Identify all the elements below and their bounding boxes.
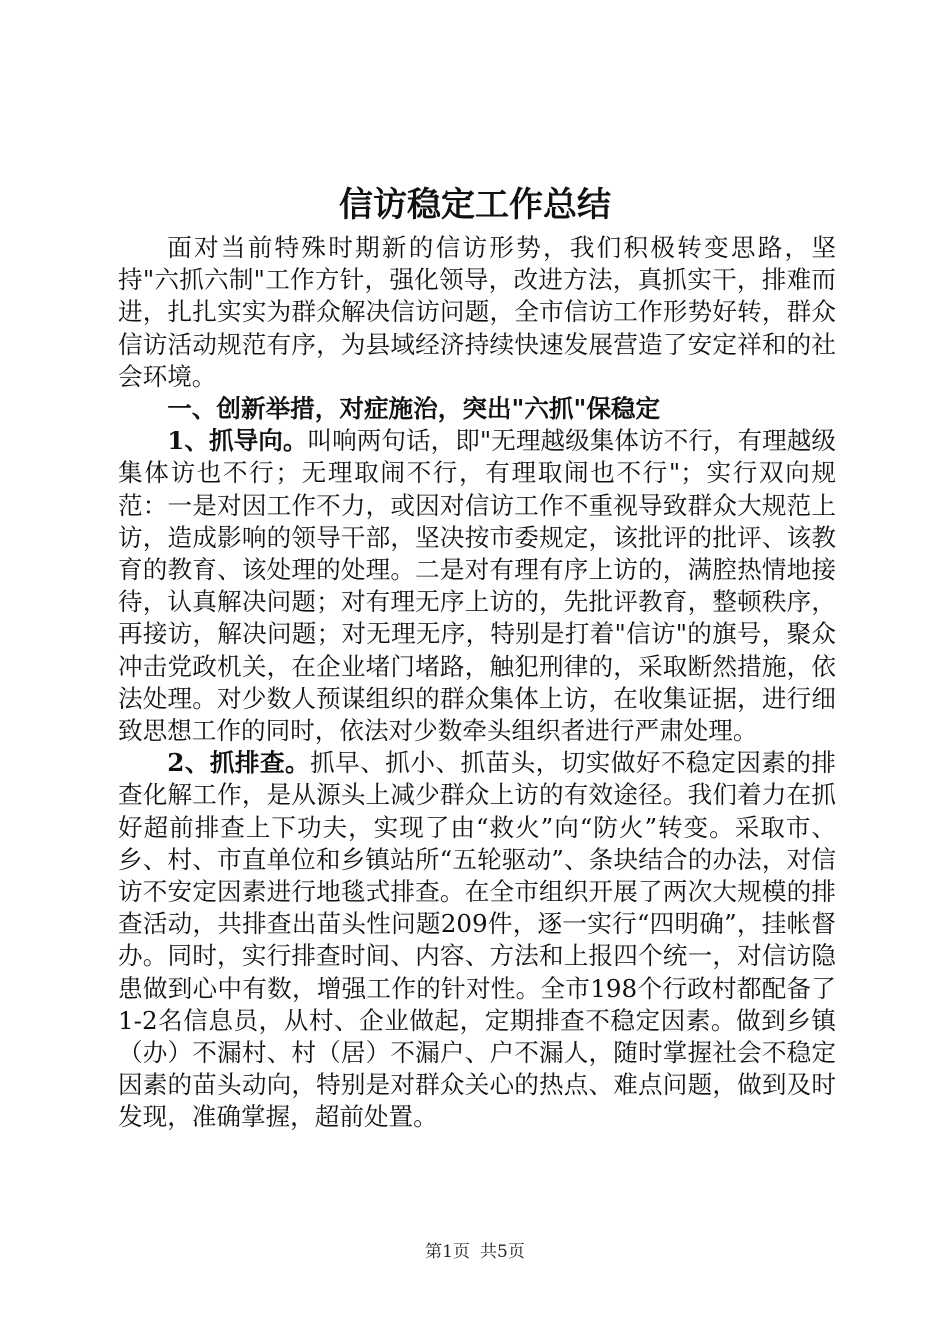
document-body	[118, 232, 836, 1134]
intro-paragraph: 面对当前特殊时期新的信访形势，我们积极转变思路，坚持"六抓六制"工作方针，强化领导，改进方法，真抓实干，排难而进，扎扎实实为群众解决信访问题，全市信访工作形势好转，群众信访活动规范有序，为县域经济持续快速发展营造了安定祥和的社会环境。	[118, 233, 836, 391]
item-lead-1: 1、抓导向。	[167, 426, 308, 456]
item-paragraph-2	[118, 747, 836, 1133]
item-paragraph-1	[118, 425, 836, 747]
item-text-2: 抓早、抓小、抓苗头，切实做好不稳定因素的排查化解工作，是从源头上减少群众上访的有效途径。我们着力在抓好超前排查上下功夫，实现了由“救火”向“防火”转变。采取市、乡、村、市直单位和乡镇站所“五轮驱动”、条块结合的办法，对信访不安定因素进行地毯式排查。在全市组织开展了两次大规模的排查活动，共排查出苗头性问题209件，逐一实行“四明确”，挂帐督办。同时，实行排查时间、内容、方法和上报四个统一，对信访隐患做到心中有数，增强工作的针对性。全市198个行政村都配备了1-2名信息员，从村、企业做起，定期排查不稳定因素。做到乡镇（办）不漏村、村（居）不漏户、户不漏人，随时掌握社会不稳定因素的苗头动向，特别是对群众关心的热点、难点问题，做到及时发现，准确掌握，超前处置。	[118, 748, 836, 1132]
page-number: 第1页	[425, 1242, 470, 1262]
section-heading: 一、创新举措，对症施治，突出"六抓"保稳定	[167, 394, 661, 424]
item-lead-2: 2、抓排查。	[167, 748, 311, 778]
page-total: 共5页	[480, 1242, 525, 1262]
item-text-1: 叫响两句话，即"无理越级集体访不行，有理越级集体访也不行；无理取闹不行，有理取闹也不行"；实行双向规范：一是对因工作不力，或因对信访工作不重视导致群众大规范上访，造成影响的领导干部，坚决按市委规定，该批评的批评、该教育的教育、该处理的处理。二是对有理有序上访的，满腔热情地接待，认真解决问题；对有理无序上访的，先批评教育，整顿秩序，再接访，解决问题；对无理无序，特别是打着"信访"的旗号，聚众冲击党政机关，在企业堵门堵路，触犯刑律的，采取断然措施，依法处理。对少数人预谋组织的群众集体上访，在收集证据，进行细致思想工作的同时，依法对少数牵头组织者进行严肃处理。	[118, 426, 836, 746]
page-footer	[0, 1240, 950, 1264]
document-title: 信访稳定工作总结	[339, 185, 611, 225]
